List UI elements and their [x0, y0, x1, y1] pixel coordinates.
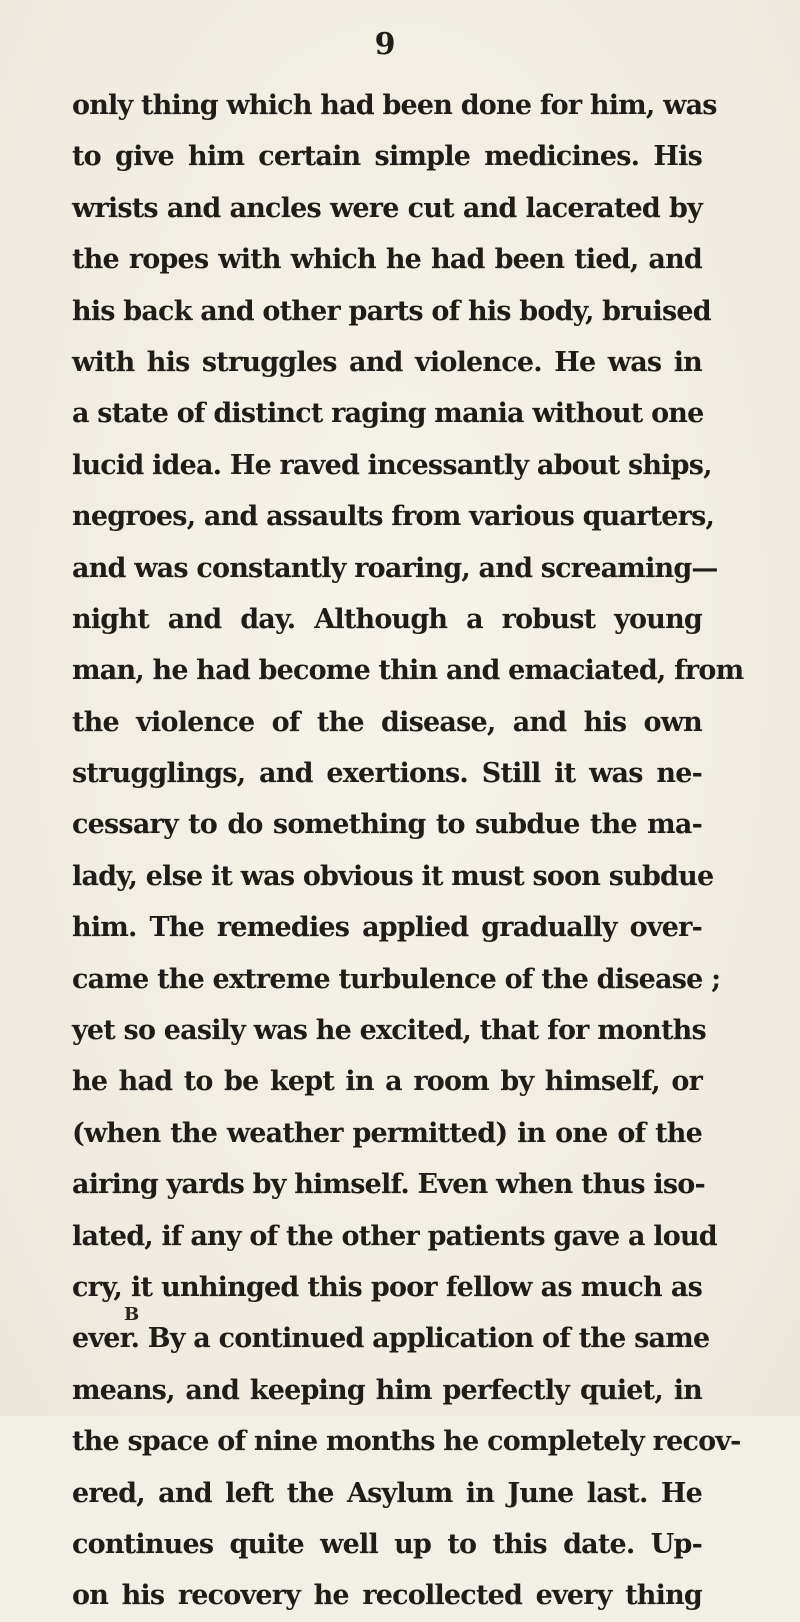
- text-line-24: cry, it unhinged this poor fellow as much as: [72, 1271, 702, 1303]
- text-line-2: to give him certain simple medicines. His: [72, 141, 702, 173]
- text-line-25: ever. By a continued application of the same: [72, 1323, 710, 1355]
- text-line-12: man, he had become thin and emaciated, from: [72, 655, 744, 687]
- text-line-27: the space of nine months he completely recov-: [72, 1426, 741, 1458]
- text-line-1: only thing which had been done for him, was: [72, 90, 717, 121]
- text-line-9: negroes, and assaults from various quarters,: [72, 501, 715, 533]
- text-line-11: night and day. Although a robust young: [72, 603, 702, 635]
- text-line-15: cessary to do something to subdue the ma-: [72, 809, 702, 841]
- text-line-18: came the extreme turbulence of the disease ;: [72, 963, 721, 995]
- text-line-29: continues quite well up to this date. Up-: [72, 1528, 702, 1560]
- text-line-3: wrists and ancles were cut and lacerated by: [72, 192, 702, 224]
- page-number: 9: [374, 27, 396, 62]
- text-line-5: his back and other parts of his body, bruised: [72, 295, 711, 327]
- text-line-19: yet so easily was he excited, that for months: [72, 1015, 706, 1047]
- text-line-14: strugglings, and exertions. Still it was ne-: [72, 758, 702, 790]
- text-line-16: lady, else it was obvious it must soon subdue: [72, 860, 714, 892]
- text-line-13: the violence of the disease, and his own: [72, 706, 702, 738]
- text-line-4: the ropes with which he had been tied, and: [72, 244, 702, 276]
- text-line-30: on his recovery he recollected every thing: [72, 1580, 702, 1612]
- text-line-28: ered, and left the Asylum in June last. He: [72, 1477, 702, 1509]
- text-line-21: (when the weather permitted) in one of the: [72, 1117, 702, 1149]
- text-line-26: means, and keeping him perfectly quiet, in: [72, 1374, 702, 1406]
- signature-mark: B: [124, 1304, 140, 1325]
- text-line-17: him. The remedies applied gradually over-: [72, 912, 702, 944]
- text-line-10: and was constantly roaring, and screaming—: [72, 552, 718, 584]
- body-text: [72, 80, 744, 1622]
- text-line-6: with his struggles and violence. He was in: [72, 346, 702, 378]
- text-line-7: a state of distinct raging mania without one: [72, 398, 704, 430]
- text-line-20: he had to be kept in a room by himself, or: [72, 1066, 702, 1098]
- text-line-8: lucid idea. He raved incessantly about ships,: [72, 449, 712, 481]
- text-line-23: lated, if any of the other patients gave a loud: [72, 1220, 717, 1252]
- text-line-22: airing yards by himself. Even when thus iso-: [72, 1169, 705, 1201]
